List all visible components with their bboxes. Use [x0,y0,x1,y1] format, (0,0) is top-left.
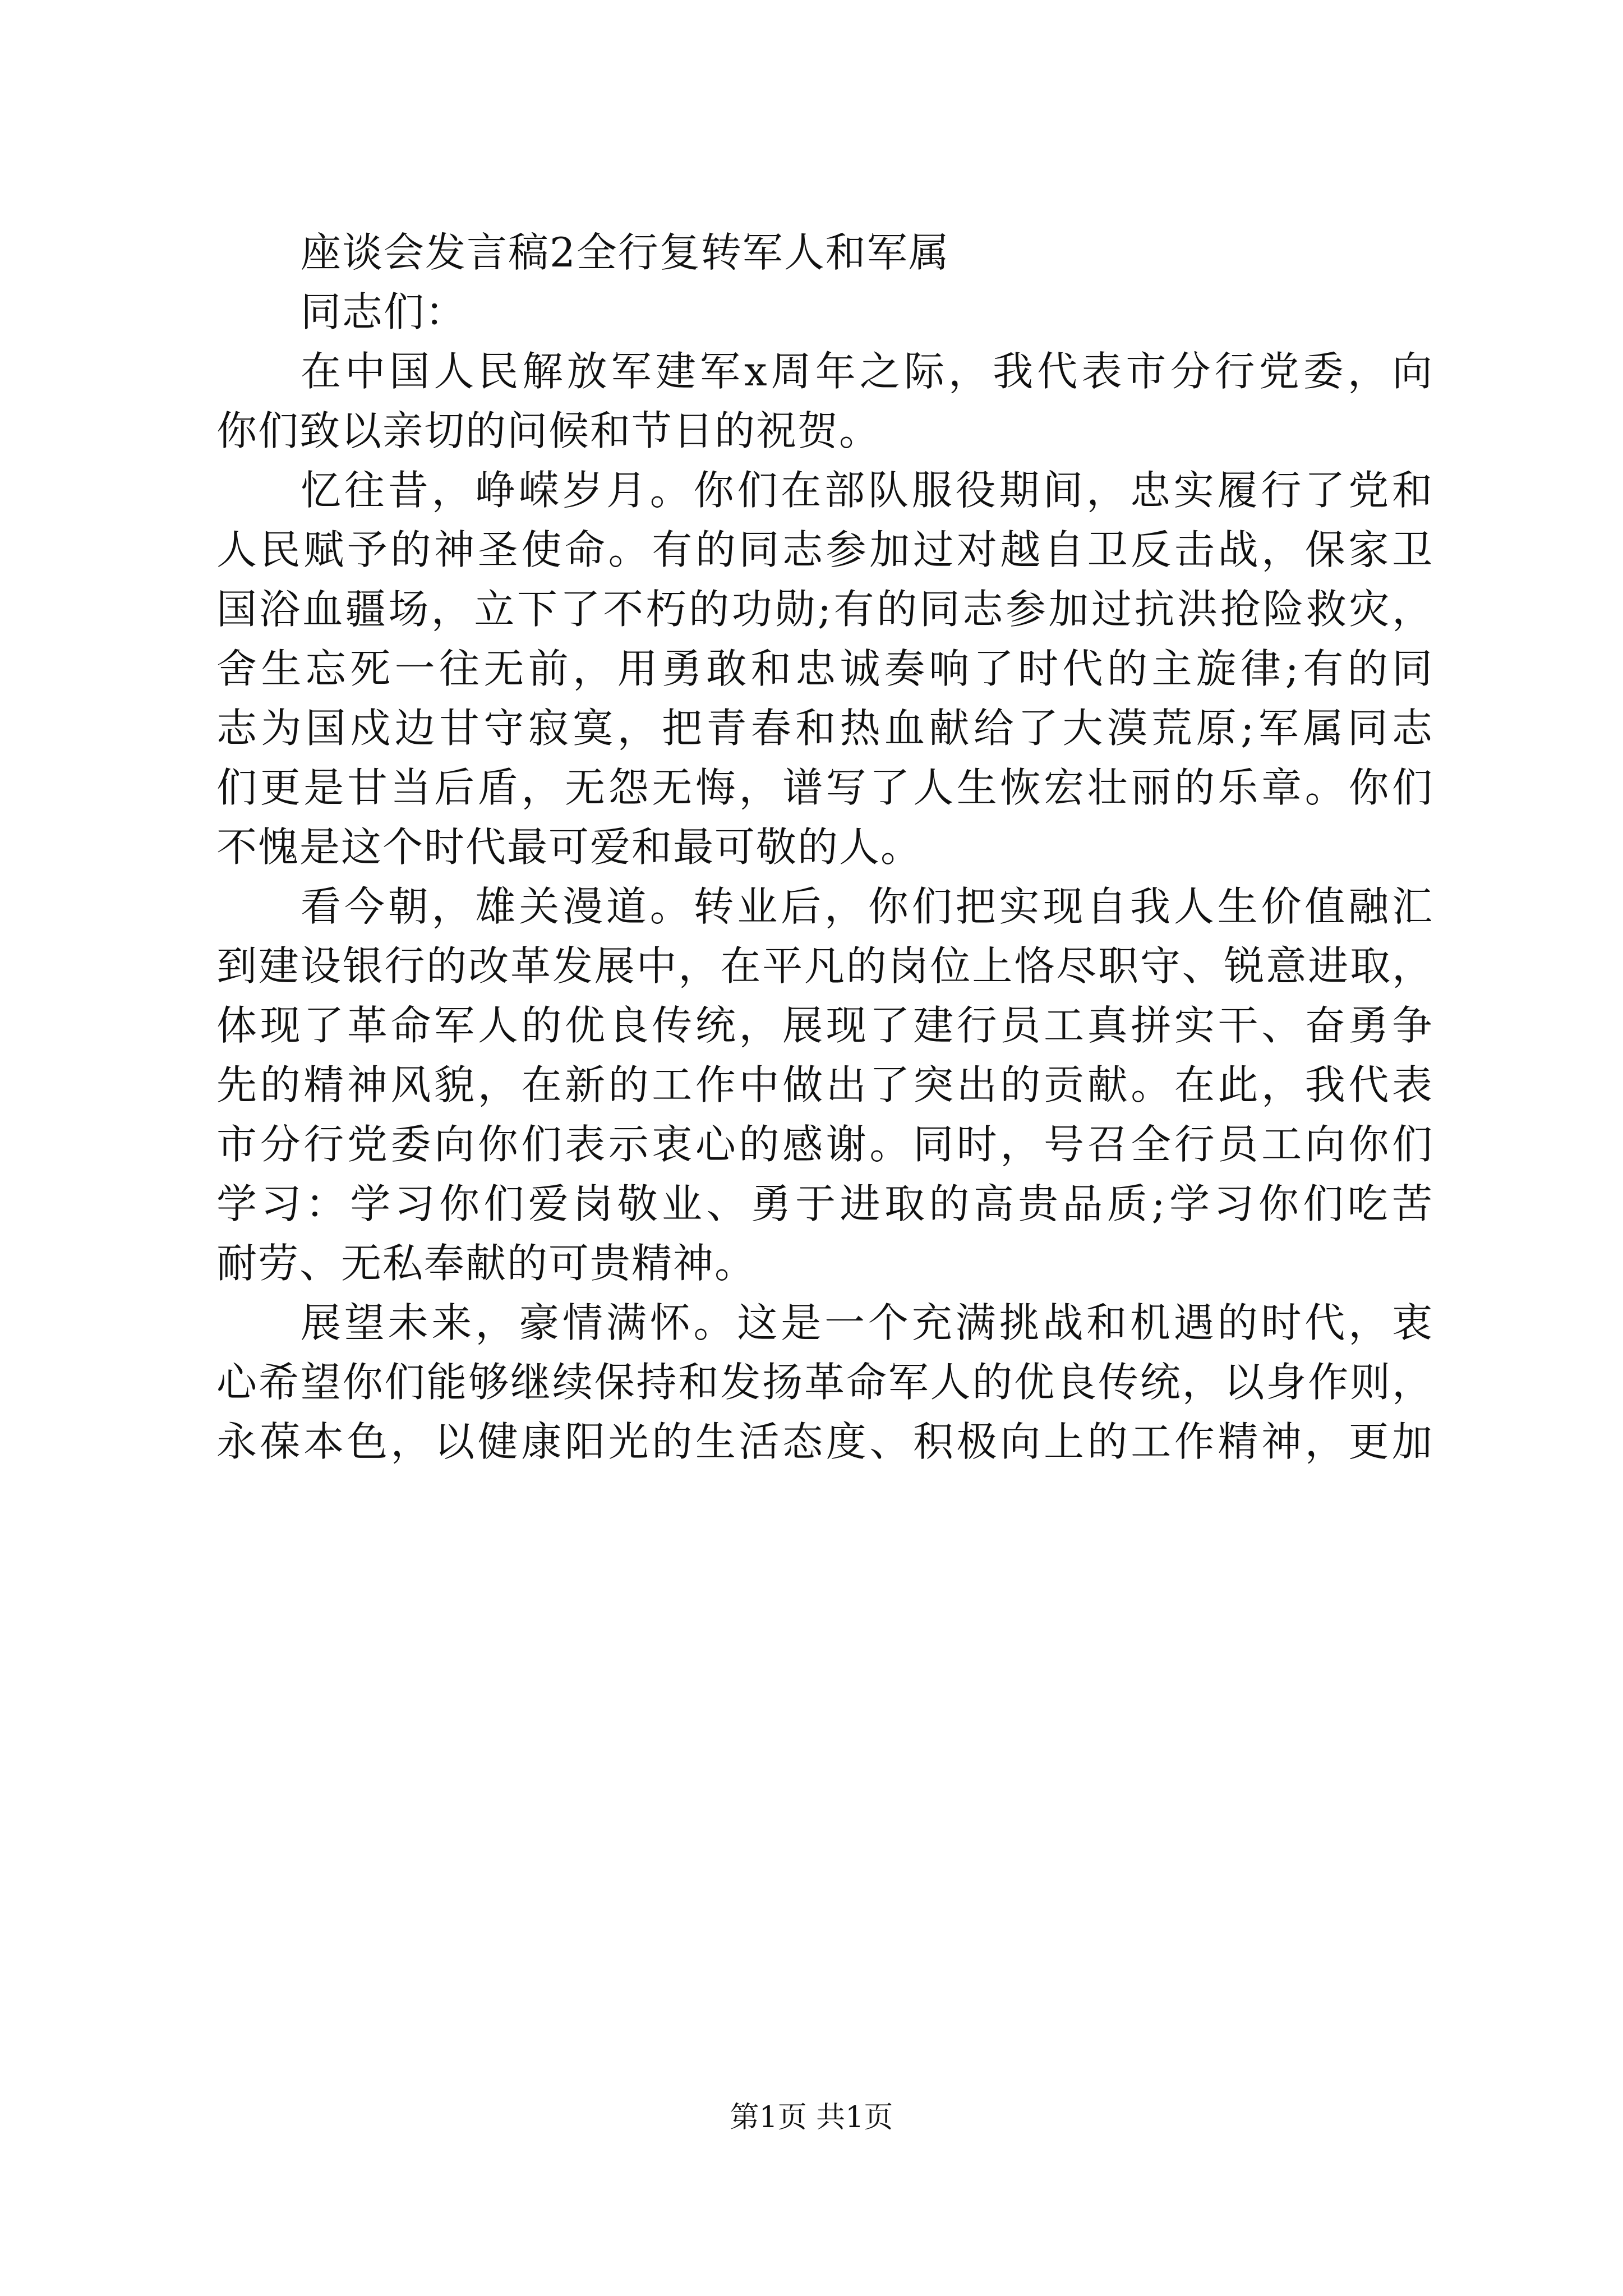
paragraph-line: 到建设银行的改革发展中，在平凡的岗位上恪尽职守、锐意进取， [216,942,1433,990]
paragraph-line: 们更是甘当后盾，无怨无悔，谱写了人生恢宏壮丽的乐章。你们 [216,764,1433,811]
paragraph-line: 展望未来，豪情满怀。这是一个充满挑战和机遇的时代，衷 [301,1299,1433,1346]
paragraph-line: 舍生忘死一往无前，用勇敢和忠诚奏响了时代的主旋律;有的同 [216,645,1433,692]
page-footer: 第1页 共1页 [730,2101,893,2134]
paragraph-line: 心希望你们能够继续保持和发扬革命军人的优良传统，以身作则， [216,1359,1433,1406]
paragraph-line: 体现了革命军人的优良传统，展现了建行员工真拼实干、奋勇争 [216,1002,1433,1049]
paragraph-line: 看今朝，雄关漫道。转业后，你们把实现自我人生价值融汇 [301,883,1433,930]
paragraph-line: 先的精神风貌，在新的工作中做出了突出的贡献。在此，我代表 [216,1061,1433,1108]
paragraph-line: 市分行党委向你们表示衷心的感谢。同时，号召全行员工向你们 [216,1121,1433,1168]
document-title: 座谈会发言稿2全行复转军人和军属 [301,229,950,276]
paragraph-line: 人民赋予的神圣使命。有的同志参加过对越自卫反击战，保家卫 [216,526,1433,573]
salutation: 同志们： [301,288,467,335]
paragraph-line: 国浴血疆场，立下了不朽的功勋;有的同志参加过抗洪抢险救灾， [216,586,1433,633]
paragraph-line: 学习：学习你们爱岗敬业、勇于进取的高贵品质;学习你们吃苦 [216,1180,1433,1227]
paragraph-line: 永葆本色，以健康阳光的生活态度、积极向上的工作精神，更加 [216,1418,1433,1465]
paragraph-line: 在中国人民解放军建军x周年之际，我代表市分行党委，向 [301,348,1433,395]
paragraph-line: 你们致以亲切的问候和节日的祝贺。 [216,407,881,454]
paragraph-line: 忆往昔，峥嵘岁月。你们在部队服役期间，忠实履行了党和 [301,467,1433,514]
paragraph-line: 不愧是这个时代最可爱和最可敬的人。 [216,823,923,871]
paragraph-line: 耐劳、无私奉献的可贵精神。 [216,1240,757,1287]
paragraph-line: 志为国戍边甘守寂寞，把青春和热血献给了大漠荒原;军属同志 [216,705,1433,752]
